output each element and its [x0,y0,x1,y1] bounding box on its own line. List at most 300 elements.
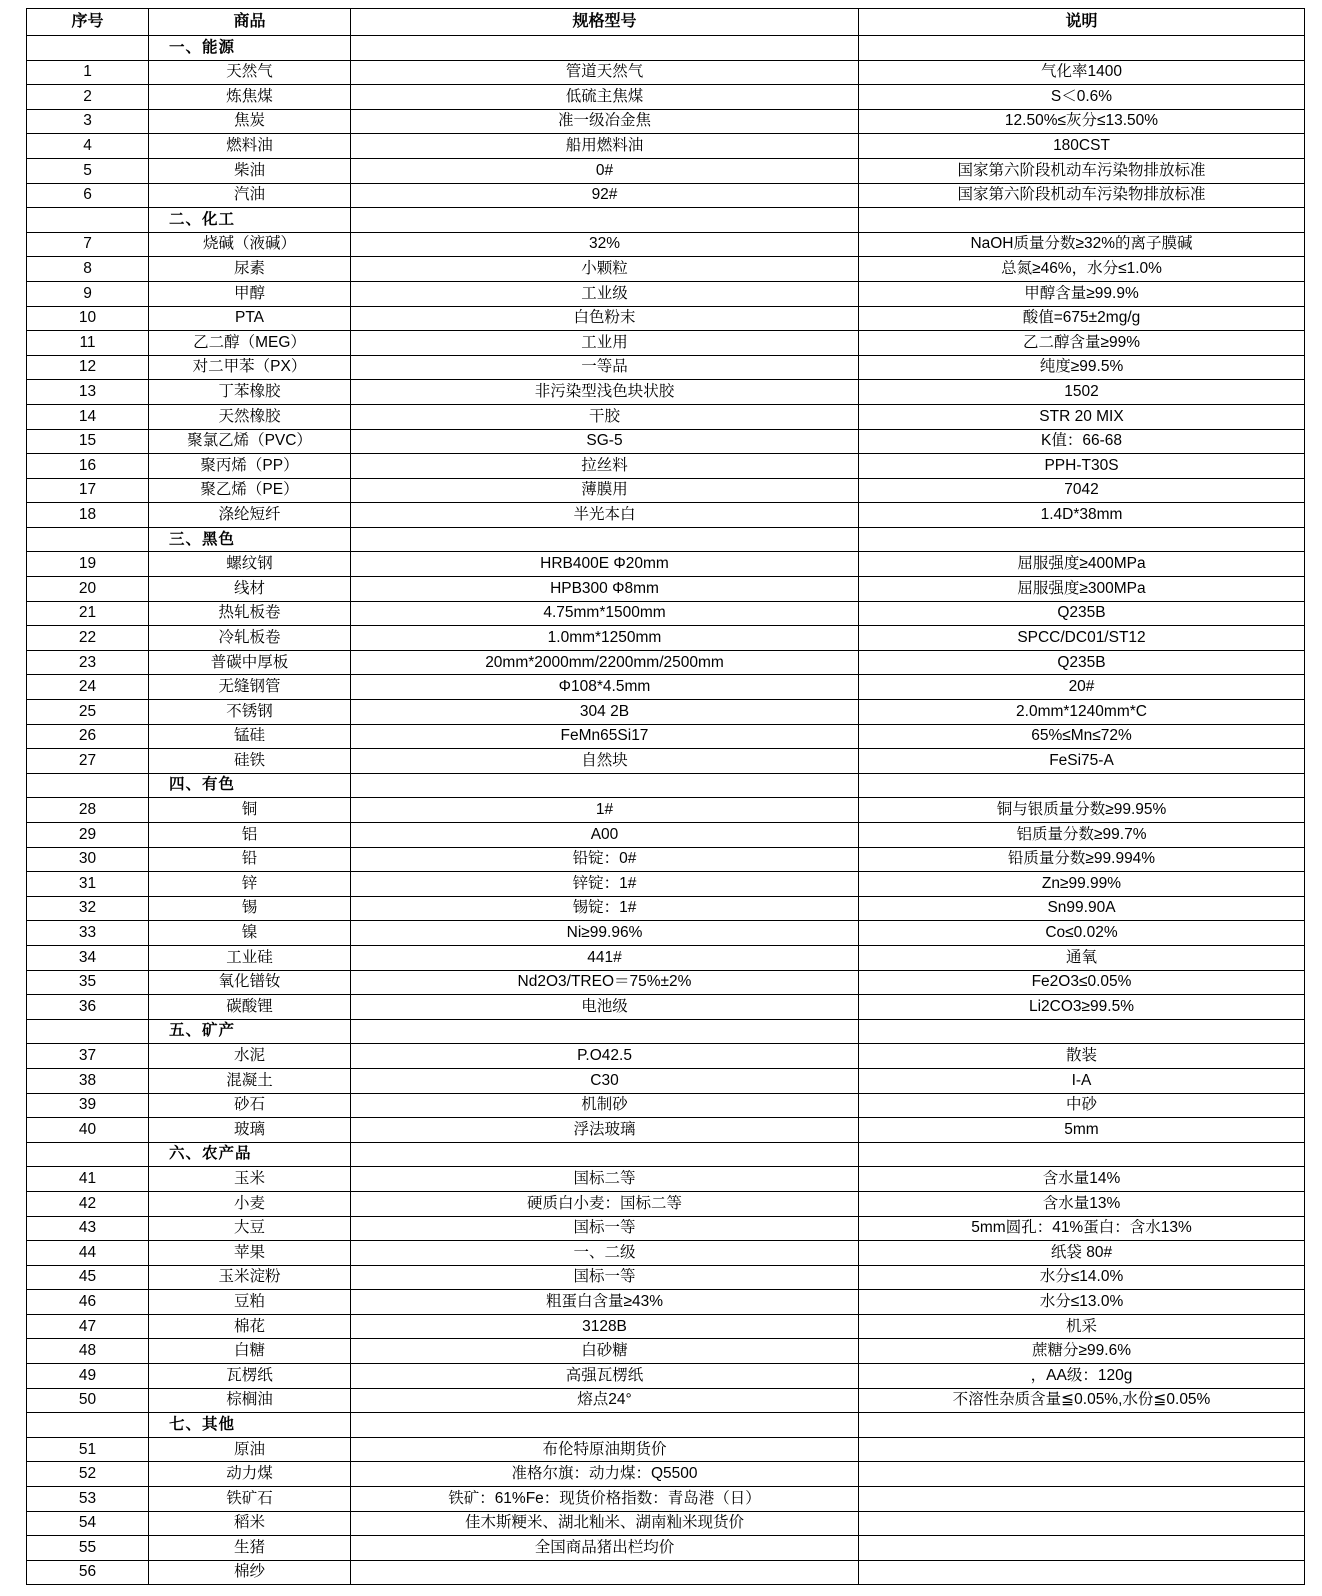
row-no: 50 [27,1388,149,1413]
row-commodity: 玻璃 [149,1118,351,1143]
row-description: Zn≥99.99% [859,872,1305,897]
group-row-description-cell [859,208,1305,233]
row-commodity: 涤纶短纤 [149,503,351,528]
column-header-description: 说明 [859,9,1305,36]
row-no: 36 [27,995,149,1020]
row-commodity: 棕榈油 [149,1388,351,1413]
row-spec: 白色粉末 [351,306,859,331]
table-row [27,109,1305,134]
row-spec: 铅锭：0# [351,847,859,872]
table-group-row [27,773,1305,798]
row-commodity: 锡 [149,896,351,921]
row-commodity: 聚乙烯（PE） [149,478,351,503]
table-row [27,281,1305,306]
row-commodity: 砂石 [149,1093,351,1118]
row-no: 17 [27,478,149,503]
row-no: 39 [27,1093,149,1118]
row-description [859,1462,1305,1487]
table-row [27,1093,1305,1118]
row-no: 31 [27,872,149,897]
row-spec: 一等品 [351,355,859,380]
table-row [27,1560,1305,1585]
row-description: 甲醇含量≥99.9% [859,281,1305,306]
row-spec: 船用燃料油 [351,134,859,159]
row-no: 53 [27,1487,149,1512]
row-commodity: 动力煤 [149,1462,351,1487]
row-commodity: PTA [149,306,351,331]
row-spec: 干胶 [351,404,859,429]
group-row-spec-cell [351,208,859,233]
row-spec: 锌锭：1# [351,872,859,897]
row-commodity: 对二甲苯（PX） [149,355,351,380]
row-no: 11 [27,331,149,356]
group-row-spec-cell [351,36,859,61]
row-spec: 1.0mm*1250mm [351,626,859,651]
row-spec: 自然块 [351,749,859,774]
row-description: S＜0.6% [859,85,1305,110]
row-commodity: 锰硅 [149,724,351,749]
table-row [27,454,1305,479]
row-commodity: 碳酸锂 [149,995,351,1020]
row-spec: 布伦特原油期货价 [351,1437,859,1462]
row-spec: 工业用 [351,331,859,356]
row-spec: 熔点24° [351,1388,859,1413]
row-no: 12 [27,355,149,380]
row-description: 屈服强度≥400MPa [859,552,1305,577]
row-description: Q235B [859,601,1305,626]
row-commodity: 汽油 [149,183,351,208]
table-row [27,896,1305,921]
row-description: 1.4D*38mm [859,503,1305,528]
row-no: 3 [27,109,149,134]
row-spec: 一、二级 [351,1241,859,1266]
row-spec: C30 [351,1068,859,1093]
row-commodity: 锌 [149,872,351,897]
row-spec: 佳木斯粳米、湖北籼米、湖南籼米现货价 [351,1511,859,1536]
row-spec: 20mm*2000mm/2200mm/2500mm [351,650,859,675]
row-commodity: 苹果 [149,1241,351,1266]
table-row [27,355,1305,380]
row-commodity: 螺纹钢 [149,552,351,577]
row-spec: 国标二等 [351,1167,859,1192]
row-description: 5mm [859,1118,1305,1143]
row-commodity: 棉花 [149,1314,351,1339]
group-row-description-cell [859,1019,1305,1044]
row-no: 8 [27,257,149,282]
table-row [27,380,1305,405]
row-description: STR 20 MIX [859,404,1305,429]
table-row [27,798,1305,823]
row-description: 含水量13% [859,1191,1305,1216]
row-no: 51 [27,1437,149,1462]
row-description: 铝质量分数≥99.7% [859,823,1305,848]
row-description: 总氮≥46%，水分≤1.0% [859,257,1305,282]
table-row [27,577,1305,602]
table-body [27,36,1305,1585]
group-label: 七、其他 [149,1413,351,1438]
row-spec: 机制砂 [351,1093,859,1118]
group-row-spec-cell [351,1019,859,1044]
row-description [859,1487,1305,1512]
table-row [27,945,1305,970]
row-spec: 92# [351,183,859,208]
row-spec: HRB400E Φ20mm [351,552,859,577]
row-spec: 半光本白 [351,503,859,528]
row-description: 国家第六阶段机动车污染物排放标准 [859,183,1305,208]
table-row [27,232,1305,257]
row-no: 16 [27,454,149,479]
row-commodity: 稻米 [149,1511,351,1536]
row-commodity: 焦炭 [149,109,351,134]
row-commodity: 柴油 [149,158,351,183]
row-no: 6 [27,183,149,208]
row-no: 7 [27,232,149,257]
row-commodity: 热轧板卷 [149,601,351,626]
row-commodity: 铁矿石 [149,1487,351,1512]
row-commodity: 生猪 [149,1536,351,1561]
table-row [27,429,1305,454]
group-row-spec-cell [351,773,859,798]
row-no: 35 [27,970,149,995]
row-no: 14 [27,404,149,429]
row-no: 13 [27,380,149,405]
row-no: 10 [27,306,149,331]
group-row-no-cell [27,1413,149,1438]
table-row [27,675,1305,700]
row-description: 酸值=675±2mg/g [859,306,1305,331]
row-spec: 441# [351,945,859,970]
row-description: 不溶性杂质含量≦0.05%,水份≦0.05% [859,1388,1305,1413]
row-no: 56 [27,1560,149,1585]
row-spec: 准一级冶金焦 [351,109,859,134]
table-row [27,1339,1305,1364]
row-commodity: 烧碱（液碱） [149,232,351,257]
row-no: 47 [27,1314,149,1339]
row-spec: 4.75mm*1500mm [351,601,859,626]
table-group-row [27,527,1305,552]
row-spec: 粗蛋白含量≥43% [351,1290,859,1315]
row-no: 22 [27,626,149,651]
table-row [27,1511,1305,1536]
row-commodity: 大豆 [149,1216,351,1241]
row-commodity: 尿素 [149,257,351,282]
row-spec: 锡锭：1# [351,896,859,921]
row-description: 纸袋 80# [859,1241,1305,1266]
row-spec: 硬质白小麦：国标二等 [351,1191,859,1216]
row-commodity: 普碳中厚板 [149,650,351,675]
row-commodity: 镍 [149,921,351,946]
table-row [27,331,1305,356]
table-row [27,1044,1305,1069]
row-spec: A00 [351,823,859,848]
row-commodity: 白糖 [149,1339,351,1364]
table-row [27,552,1305,577]
table-row [27,823,1305,848]
table-row [27,872,1305,897]
row-no: 18 [27,503,149,528]
row-commodity: 硅铁 [149,749,351,774]
row-description: FeSi75-A [859,749,1305,774]
table-row [27,1068,1305,1093]
row-description: Co≤0.02% [859,921,1305,946]
group-label: 二、化工 [149,208,351,233]
row-commodity: 冷轧板卷 [149,626,351,651]
row-no: 1 [27,60,149,85]
row-commodity: 甲醇 [149,281,351,306]
row-no: 24 [27,675,149,700]
table-row [27,306,1305,331]
group-row-no-cell [27,36,149,61]
table-row [27,1118,1305,1143]
group-row-no-cell [27,1142,149,1167]
row-spec: 非污染型浅色块状胶 [351,380,859,405]
row-no: 42 [27,1191,149,1216]
row-spec: 国标一等 [351,1216,859,1241]
row-description: K值：66-68 [859,429,1305,454]
table-row [27,601,1305,626]
row-description: 铜与银质量分数≥99.95% [859,798,1305,823]
row-spec: 电池级 [351,995,859,1020]
table-row [27,60,1305,85]
table-row [27,1167,1305,1192]
row-description: 5mm圆孔：41%蛋白：含水13% [859,1216,1305,1241]
row-commodity: 燃料油 [149,134,351,159]
row-spec: 浮法玻璃 [351,1118,859,1143]
row-description: 180CST [859,134,1305,159]
row-commodity: 玉米淀粉 [149,1265,351,1290]
row-no: 26 [27,724,149,749]
row-spec: 准格尔旗：动力煤：Q5500 [351,1462,859,1487]
row-description: 通氧 [859,945,1305,970]
table-row [27,85,1305,110]
row-no: 21 [27,601,149,626]
table-row [27,724,1305,749]
table-group-row [27,1019,1305,1044]
row-description: 屈服强度≥300MPa [859,577,1305,602]
row-spec: 管道天然气 [351,60,859,85]
row-description: 65%≤Mn≤72% [859,724,1305,749]
row-no: 40 [27,1118,149,1143]
table-row [27,700,1305,725]
row-description: 7042 [859,478,1305,503]
row-spec: 304 2B [351,700,859,725]
row-no: 54 [27,1511,149,1536]
group-row-no-cell [27,773,149,798]
group-row-description-cell [859,36,1305,61]
group-row-spec-cell [351,1413,859,1438]
row-no: 38 [27,1068,149,1093]
table-row [27,1437,1305,1462]
row-description: Fe2O3≤0.05% [859,970,1305,995]
row-description: 纯度≥99.5% [859,355,1305,380]
group-row-spec-cell [351,527,859,552]
row-no: 9 [27,281,149,306]
row-spec: 0# [351,158,859,183]
row-no: 4 [27,134,149,159]
table-row [27,1265,1305,1290]
table-row [27,1314,1305,1339]
commodity-specification-table [26,8,1305,1585]
row-no: 28 [27,798,149,823]
row-commodity: 乙二醇（MEG） [149,331,351,356]
row-spec: FeMn65Si17 [351,724,859,749]
row-no: 2 [27,85,149,110]
table-group-row [27,1142,1305,1167]
row-spec: Nd2O3/TREO＝75%±2% [351,970,859,995]
row-commodity: 天然气 [149,60,351,85]
row-description: SPCC/DC01/ST12 [859,626,1305,651]
row-spec: 全国商品猪出栏均价 [351,1536,859,1561]
row-commodity: 天然橡胶 [149,404,351,429]
row-commodity: 铝 [149,823,351,848]
table-row [27,404,1305,429]
row-commodity: 原油 [149,1437,351,1462]
row-description: Q235B [859,650,1305,675]
row-spec: 小颗粒 [351,257,859,282]
group-row-description-cell [859,527,1305,552]
row-description: 1502 [859,380,1305,405]
row-no: 25 [27,700,149,725]
group-row-no-cell [27,527,149,552]
row-spec: 高强瓦楞纸 [351,1364,859,1389]
row-commodity: 瓦楞纸 [149,1364,351,1389]
row-commodity: 水泥 [149,1044,351,1069]
group-label: 五、矿产 [149,1019,351,1044]
row-spec: 铁矿：61%Fe：现货价格指数：青岛港（日） [351,1487,859,1512]
table-row [27,921,1305,946]
row-spec: 薄膜用 [351,478,859,503]
row-no: 45 [27,1265,149,1290]
table-row [27,995,1305,1020]
table-row [27,970,1305,995]
row-spec: SG-5 [351,429,859,454]
table-row [27,650,1305,675]
row-no: 46 [27,1290,149,1315]
row-description: 国家第六阶段机动车污染物排放标准 [859,158,1305,183]
row-spec: 白砂糖 [351,1339,859,1364]
row-description: 含水量14% [859,1167,1305,1192]
row-commodity: 混凝土 [149,1068,351,1093]
table-row [27,257,1305,282]
table-row [27,1487,1305,1512]
column-header-spec: 规格型号 [351,9,859,36]
row-no: 34 [27,945,149,970]
table-row [27,1191,1305,1216]
row-spec: P.O42.5 [351,1044,859,1069]
row-commodity: 聚氯乙烯（PVC） [149,429,351,454]
row-commodity: 不锈钢 [149,700,351,725]
row-commodity: 丁苯橡胶 [149,380,351,405]
row-spec: Ni≥99.96% [351,921,859,946]
table-row [27,1290,1305,1315]
row-no: 37 [27,1044,149,1069]
table-row [27,749,1305,774]
row-spec: Φ108*4.5mm [351,675,859,700]
table-row [27,134,1305,159]
row-commodity: 氧化镨钕 [149,970,351,995]
row-description [859,1437,1305,1462]
row-description: ，AA级：120g [859,1364,1305,1389]
row-spec [351,1560,859,1585]
row-description: 20# [859,675,1305,700]
row-no: 33 [27,921,149,946]
row-spec: HPB300 Φ8mm [351,577,859,602]
table-group-row [27,208,1305,233]
table-row [27,478,1305,503]
row-no: 49 [27,1364,149,1389]
group-label: 四、有色 [149,773,351,798]
group-row-no-cell [27,208,149,233]
row-description [859,1536,1305,1561]
table-row [27,1536,1305,1561]
header-row [27,9,1305,36]
table-row [27,626,1305,651]
row-description: 散装 [859,1044,1305,1069]
group-row-description-cell [859,773,1305,798]
row-description: 乙二醇含量≥99% [859,331,1305,356]
table-row [27,847,1305,872]
table-row [27,1364,1305,1389]
row-commodity: 棉纱 [149,1560,351,1585]
row-spec: 工业级 [351,281,859,306]
group-row-description-cell [859,1142,1305,1167]
group-row-no-cell [27,1019,149,1044]
table-row [27,158,1305,183]
row-description: 水分≤14.0% [859,1265,1305,1290]
row-commodity: 聚丙烯（PP） [149,454,351,479]
row-description [859,1511,1305,1536]
row-description: PPH-T30S [859,454,1305,479]
row-description: 2.0mm*1240mm*C [859,700,1305,725]
group-label: 三、黑色 [149,527,351,552]
row-description: 机采 [859,1314,1305,1339]
table-row [27,1462,1305,1487]
row-spec: 国标一等 [351,1265,859,1290]
row-description: 12.50%≤灰分≤13.50% [859,109,1305,134]
row-description: Sn99.90A [859,896,1305,921]
row-no: 44 [27,1241,149,1266]
row-description [859,1560,1305,1585]
row-no: 20 [27,577,149,602]
table-row [27,1216,1305,1241]
row-description: 气化率1400 [859,60,1305,85]
row-commodity: 铜 [149,798,351,823]
group-row-spec-cell [351,1142,859,1167]
row-description: 蔗糖分≥99.6% [859,1339,1305,1364]
row-description: I-A [859,1068,1305,1093]
row-commodity: 玉米 [149,1167,351,1192]
group-row-description-cell [859,1413,1305,1438]
table-row [27,503,1305,528]
row-no: 55 [27,1536,149,1561]
row-commodity: 工业硅 [149,945,351,970]
row-description: 中砂 [859,1093,1305,1118]
row-commodity: 小麦 [149,1191,351,1216]
row-no: 29 [27,823,149,848]
row-spec: 1# [351,798,859,823]
row-no: 15 [27,429,149,454]
row-commodity: 无缝钢管 [149,675,351,700]
row-no: 19 [27,552,149,577]
row-commodity: 炼焦煤 [149,85,351,110]
table-header [27,9,1305,36]
table-row [27,183,1305,208]
table-row [27,1241,1305,1266]
row-description: NaOH质量分数≥32%的离子膜碱 [859,232,1305,257]
row-no: 43 [27,1216,149,1241]
row-no: 30 [27,847,149,872]
row-spec: 32% [351,232,859,257]
